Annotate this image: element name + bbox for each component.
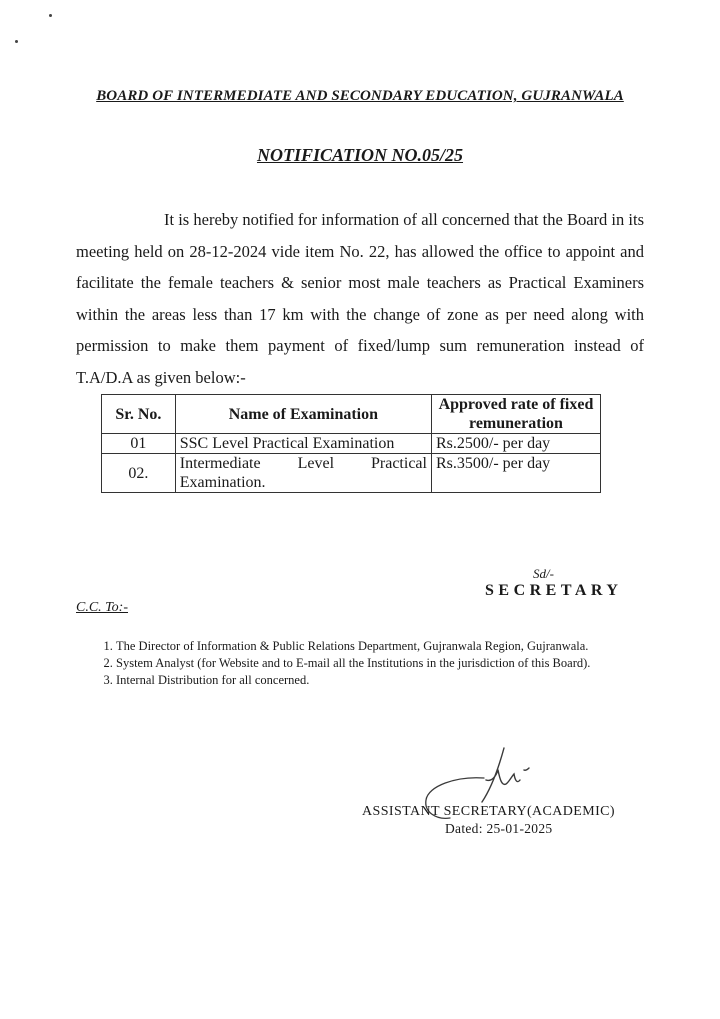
cell-exam-name-line2: Examination.	[179, 474, 266, 491]
remuneration-table	[101, 394, 601, 493]
cell-exam-name: SSC Level Practical Examination	[175, 434, 431, 454]
sd-mark: Sd/-	[533, 566, 554, 581]
header-sr-no: Sr. No.	[102, 395, 176, 434]
secretary-title: SECRETARY	[485, 582, 623, 599]
cell-sr-no: 01	[102, 434, 176, 454]
list-item: 3. Internal Distribution for all concerned.	[116, 672, 676, 689]
cell-sr-no: 02.	[102, 454, 176, 493]
dated-line: Dated: 25-01-2025	[445, 821, 553, 836]
table-row	[102, 434, 601, 454]
scan-speck	[49, 14, 52, 17]
assistant-secretary-title: ASSISTANT SECRETARY(ACADEMIC)	[362, 804, 615, 819]
board-title: BOARD OF INTERMEDIATE AND SECONDARY EDUCATION, GUJRANWALA	[96, 88, 624, 104]
cc-list	[94, 638, 676, 689]
table-row	[102, 454, 601, 493]
notification-body	[76, 204, 644, 393]
list-item: 1. The Director of Information & Public Relations Department, Gujranwala Region, Gujranwala.	[116, 638, 676, 655]
header-exam-name: Name of Examination	[175, 395, 431, 434]
cell-exam-name	[175, 454, 431, 493]
notification-paragraph: It is hereby notified for information of all concerned that the Board in its meeting held on 28-12-2024 vide item No. 22, has allowed the office to appoint and facilitate the female teachers & senior most male teachers as Practical Examiners within the areas less than 17 km with the change of zone as per need along with permission to make them payment of fixed/lump sum remuneration instead of T.A/D.A as given below:-	[76, 210, 644, 387]
cc-label: C.C. To:-	[76, 600, 129, 615]
header-rate: Approved rate of fixed remuneration	[431, 395, 600, 434]
cell-exam-name-line1: Intermediate Level Practical	[179, 455, 427, 472]
table-header-row	[102, 395, 601, 434]
cell-rate: Rs.2500/- per day	[431, 434, 600, 454]
cell-rate: Rs.3500/- per day	[431, 454, 600, 493]
scan-speck	[15, 40, 18, 43]
list-item: 2. System Analyst (for Website and to E-mail all the Institutions in the jurisdiction of this Board).	[116, 655, 676, 672]
notification-title: NOTIFICATION NO.05/25	[256, 145, 464, 165]
